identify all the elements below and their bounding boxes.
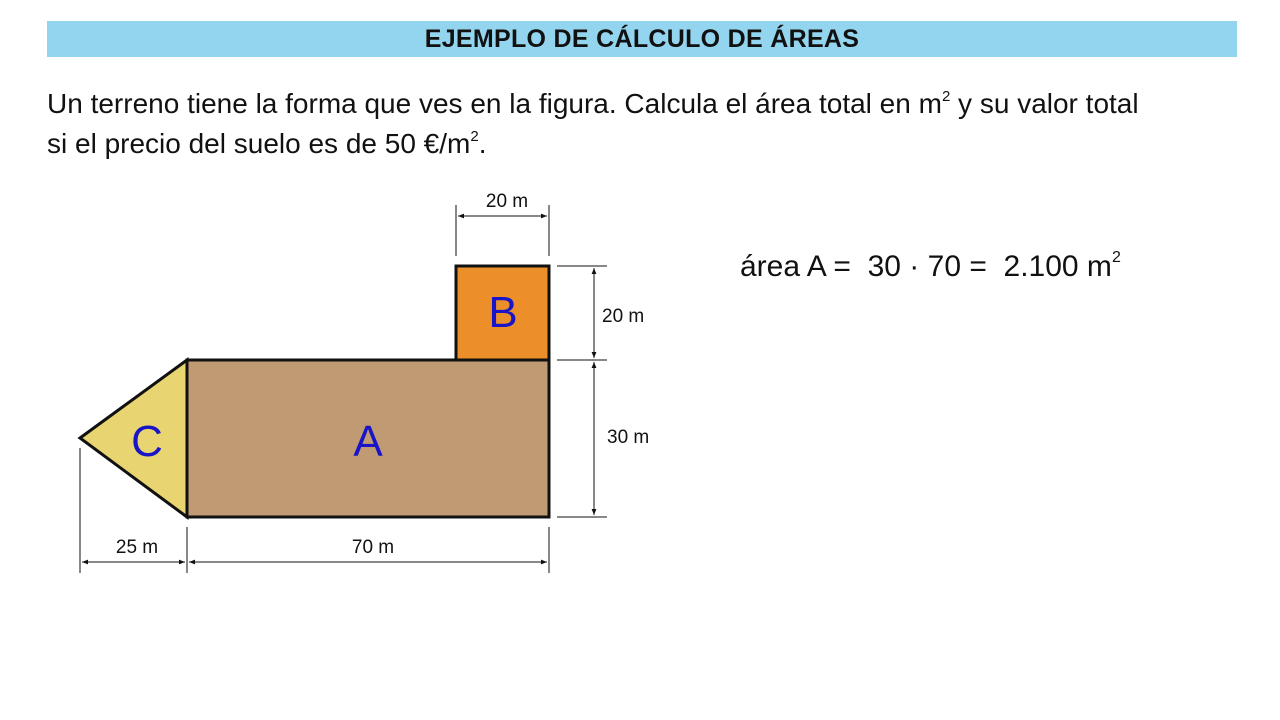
statement-line-2-end: . <box>478 128 487 159</box>
statement-line-2-exponent: 2 <box>470 128 479 145</box>
area-a-formula <box>740 250 1121 284</box>
label-b: B <box>488 288 518 337</box>
page-title: EJEMPLO DE CÁLCULO DE ÁREAS <box>424 24 860 53</box>
area-a-formula-exponent: 2 <box>1111 249 1121 266</box>
dimension-right-heights <box>557 266 607 517</box>
dimension-a-height-label: 30 m <box>607 427 650 448</box>
dimension-b-width <box>456 205 549 256</box>
label-c: C <box>131 417 163 466</box>
statement-line-1-text: Un terreno tiene la forma que ves en la figura. Calcula el área total en m <box>47 88 942 119</box>
dimension-b-height-label: 20 m <box>602 306 645 327</box>
statement-line-1-exponent: 2 <box>941 88 951 105</box>
label-a: A <box>353 417 383 466</box>
area-a-formula-text: área A = 30 · 70 = 2.100 m <box>740 250 1112 283</box>
statement-line-1-end: y su valor total <box>950 88 1139 119</box>
dimension-a-width-label: 70 m <box>351 537 395 558</box>
dimension-c-width-label: 25 m <box>115 537 159 558</box>
statement-line-2-text: si el precio del suelo es de 50 €/m <box>47 128 471 159</box>
dimension-b-width-label: 20 m <box>485 191 529 212</box>
